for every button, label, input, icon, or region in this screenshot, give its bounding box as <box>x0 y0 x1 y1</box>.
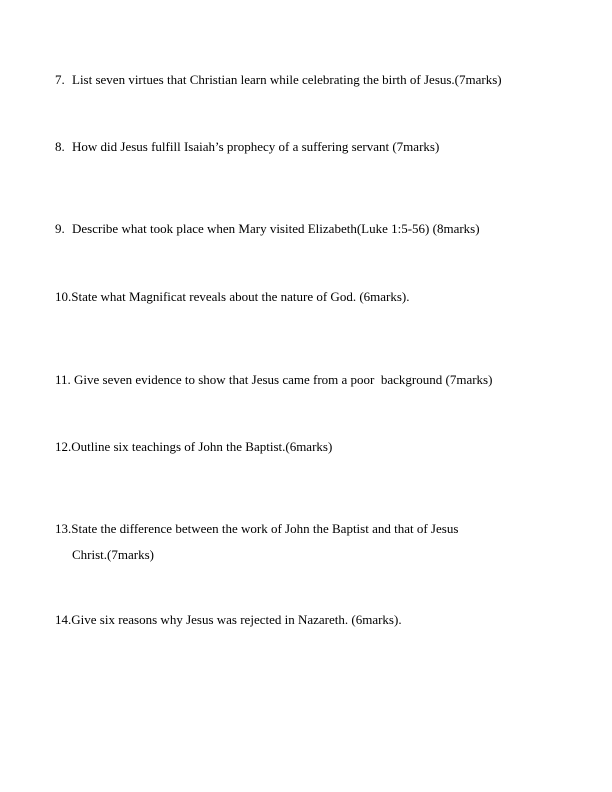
question-number: 13. <box>55 521 72 536</box>
question-10 <box>55 289 410 305</box>
question-13-continuation: Christ.(7marks) <box>72 547 154 562</box>
question-8 <box>55 139 439 155</box>
question-14 <box>55 612 402 628</box>
question-7 <box>55 72 502 88</box>
question-text: State the difference between the work of John the Baptist and that of Jesus <box>71 521 459 536</box>
question-text: How did Jesus fulfill Isaiah’s prophecy of a suffering servant (7marks) <box>72 139 440 154</box>
question-number: 10. <box>55 289 72 304</box>
question-9 <box>55 221 480 237</box>
question-number: 8. <box>55 139 65 154</box>
question-13 <box>55 521 458 537</box>
question-text: Describe what took place when Mary visited Elizabeth(Luke 1:5-56) (8marks) <box>72 221 480 236</box>
question-number: 14. <box>55 612 72 627</box>
question-number: 12. <box>55 439 72 454</box>
question-11 <box>55 372 492 388</box>
question-number: 7. <box>55 72 65 87</box>
question-text: List seven virtues that Christian learn while celebrating the birth of Jesus.(7marks) <box>72 72 502 87</box>
question-12 <box>55 439 332 455</box>
question-text: Give seven evidence to show that Jesus came from a poor background (7marks) <box>70 372 493 387</box>
question-text: Give six reasons why Jesus was rejected in Nazareth. (6marks). <box>71 612 402 627</box>
question-text: Outline six teachings of John the Baptist.(6marks) <box>71 439 333 454</box>
question-text: State what Magnificat reveals about the nature of God. (6marks). <box>71 289 410 304</box>
question-number: 11. <box>55 372 71 387</box>
question-number: 9. <box>55 221 65 236</box>
